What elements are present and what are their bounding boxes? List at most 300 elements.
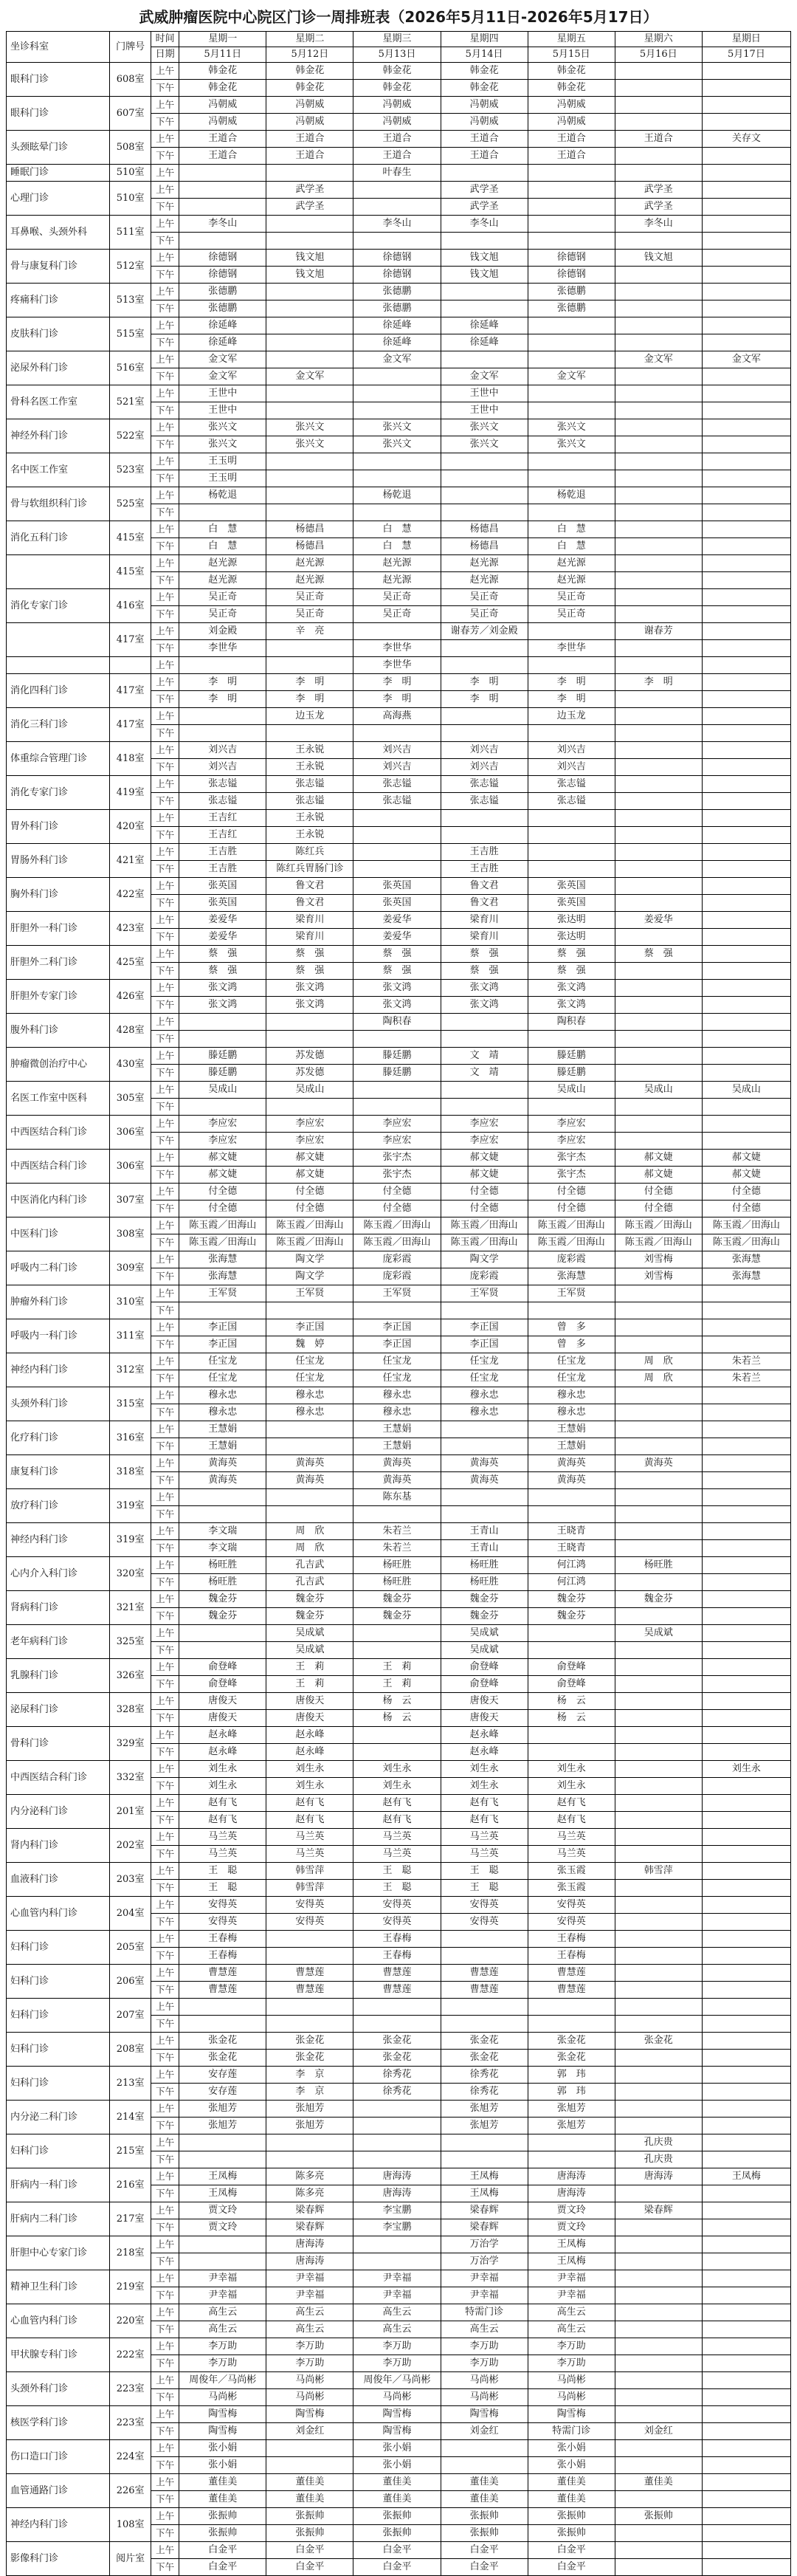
doctor-cell: 王凤梅 <box>441 2185 528 2202</box>
slot-label: 下午 <box>151 436 179 453</box>
doctor-cell: 蔡 强 <box>353 946 441 963</box>
doctor-cell: 韩金花 <box>528 63 615 80</box>
doctor-cell: 张振帅 <box>266 2508 353 2525</box>
doctor-cell <box>441 2457 528 2474</box>
slot-label: 上午 <box>151 2372 179 2389</box>
doctor-cell <box>266 1948 353 1965</box>
doctor-cell: 唐俊天 <box>179 1710 266 1727</box>
doctor-cell <box>266 284 353 300</box>
slot-label: 下午 <box>151 233 179 250</box>
doctor-cell <box>702 80 790 97</box>
doctor-cell: 王 莉 <box>266 1676 353 1693</box>
doctor-cell: 陈玉霞／田海山 <box>179 1234 266 1251</box>
doctor-cell <box>702 1133 790 1150</box>
doctor-cell <box>615 284 702 300</box>
doctor-cell <box>702 997 790 1014</box>
header-date: 5月17日 <box>702 47 790 63</box>
slot-label: 下午 <box>151 1880 179 1897</box>
doctor-cell: 李应宏 <box>179 1116 266 1133</box>
doctor-cell <box>702 1897 790 1914</box>
slot-label: 下午 <box>151 2084 179 2101</box>
doctor-cell: 白金平 <box>266 2542 353 2559</box>
doctor-cell: 张金花 <box>441 2033 528 2050</box>
doctor-cell: 刘兴吉 <box>528 759 615 776</box>
dept-name: 肿瘤外科门诊 <box>7 1285 110 1319</box>
doctor-cell <box>702 284 790 300</box>
slot-label: 下午 <box>151 1031 179 1048</box>
slot-label: 下午 <box>151 1914 179 1931</box>
doctor-cell: 张金花 <box>266 2033 353 2050</box>
doctor-cell: 吴正奇 <box>179 606 266 623</box>
doctor-cell <box>615 1523 702 1540</box>
schedule-row <box>7 2134 791 2151</box>
dept-name: 肝胆外二科门诊 <box>7 946 110 980</box>
slot-label: 上午 <box>151 1217 179 1234</box>
slot-label: 上午 <box>151 521 179 538</box>
doctor-cell <box>441 1031 528 1048</box>
doctor-cell: 张文鸿 <box>266 997 353 1014</box>
dept-name: 影像科门诊 <box>7 2542 110 2576</box>
dept-name: 内分泌科门诊 <box>7 1795 110 1829</box>
dept-name: 中西医结合科门诊 <box>7 1116 110 1150</box>
doctor-cell <box>615 487 702 504</box>
doctor-cell: 付全德 <box>441 1184 528 1201</box>
doctor-cell <box>179 2236 266 2253</box>
doctor-cell: 李万助 <box>266 2338 353 2355</box>
doctor-cell <box>353 725 441 742</box>
doctor-cell: 曹慧莲 <box>528 1965 615 1982</box>
doctor-cell <box>702 487 790 504</box>
doctor-cell: 张振帅 <box>353 2508 441 2525</box>
schedule-row <box>7 1116 791 1133</box>
doctor-cell: 杨旺胜 <box>441 1574 528 1591</box>
doctor-cell: 穆永忠 <box>179 1404 266 1421</box>
slot-label: 上午 <box>151 810 179 827</box>
doctor-cell: 赵光源 <box>528 572 615 589</box>
slot-label: 下午 <box>151 572 179 589</box>
slot-label: 下午 <box>151 1404 179 1421</box>
doctor-cell: 王道合 <box>179 131 266 148</box>
doctor-cell: 吴正奇 <box>441 589 528 606</box>
doctor-cell: 张海慧 <box>702 1251 790 1268</box>
doctor-cell: 马尚彬 <box>266 2389 353 2406</box>
doctor-cell: 尹幸福 <box>528 2270 615 2287</box>
doctor-cell: 赵永峰 <box>441 1744 528 1761</box>
doctor-cell: 魏金芬 <box>441 1608 528 1625</box>
doctor-cell: 李 明 <box>441 674 528 691</box>
doctor-cell <box>528 199 615 216</box>
doctor-cell: 李万助 <box>179 2355 266 2372</box>
doctor-cell: 陶雪梅 <box>353 2423 441 2440</box>
doctor-cell: 穆永忠 <box>528 1404 615 1421</box>
doctor-cell <box>702 436 790 453</box>
doctor-cell: 董佳美 <box>179 2474 266 2491</box>
doctor-cell: 郝文婕 <box>266 1150 353 1167</box>
doctor-cell: 鲁文君 <box>441 895 528 912</box>
schedule-row <box>7 419 791 436</box>
doctor-cell: 王春梅 <box>353 1931 441 1948</box>
doctor-cell: 白金平 <box>353 2559 441 2576</box>
dept-name: 妇科门诊 <box>7 1931 110 1965</box>
doctor-cell: 王慧娟 <box>179 1438 266 1455</box>
doctor-cell <box>615 1659 702 1676</box>
doctor-cell: 张兴文 <box>441 419 528 436</box>
doctor-cell <box>179 1302 266 1319</box>
doctor-cell: 姜爱华 <box>179 929 266 946</box>
doctor-cell: 穆永忠 <box>179 1387 266 1404</box>
doctor-cell: 高海燕 <box>353 708 441 725</box>
doctor-cell <box>266 725 353 742</box>
doctor-cell: 冯朝威 <box>353 114 441 131</box>
doctor-cell: 董佳美 <box>528 2474 615 2491</box>
doctor-cell: 徐秀花 <box>353 2084 441 2101</box>
doctor-cell <box>702 216 790 233</box>
doctor-cell: 庞彩霞 <box>353 1251 441 1268</box>
doctor-cell: 张兴文 <box>179 419 266 436</box>
doctor-cell: 赵有飞 <box>353 1795 441 1812</box>
doctor-cell <box>702 233 790 250</box>
doctor-cell: 张旭芳 <box>266 2118 353 2134</box>
doctor-cell: 俞登峰 <box>441 1676 528 1693</box>
dept-name: 皮肤科门诊 <box>7 317 110 351</box>
doctor-cell: 姜爱华 <box>353 912 441 929</box>
slot-label: 下午 <box>151 2491 179 2508</box>
doctor-cell: 王道合 <box>353 148 441 165</box>
schedule-row <box>7 2270 791 2287</box>
room-number: 512室 <box>110 250 151 284</box>
doctor-cell <box>702 2084 790 2101</box>
doctor-cell <box>615 2491 702 2508</box>
doctor-cell: 安得英 <box>179 1897 266 1914</box>
doctor-cell: 鲁文君 <box>266 878 353 895</box>
dept-name: 腹外科门诊 <box>7 1014 110 1048</box>
doctor-cell <box>615 2185 702 2202</box>
doctor-cell <box>702 1982 790 1999</box>
room-number: 423室 <box>110 912 151 946</box>
schedule-row <box>7 63 791 80</box>
dept-name: 神经内科门诊 <box>7 1353 110 1387</box>
doctor-cell <box>615 233 702 250</box>
doctor-cell: 魏金芬 <box>266 1591 353 1608</box>
doctor-cell <box>615 1404 702 1421</box>
doctor-cell <box>528 1302 615 1319</box>
doctor-cell <box>702 1506 790 1523</box>
doctor-cell <box>179 504 266 521</box>
doctor-cell <box>702 1812 790 1829</box>
dept-name: 乳腺科门诊 <box>7 1659 110 1693</box>
slot-label: 上午 <box>151 1455 179 1472</box>
doctor-cell: 武学圣 <box>266 182 353 199</box>
doctor-cell <box>702 165 790 182</box>
doctor-cell <box>702 2406 790 2423</box>
doctor-cell: 曹慧莲 <box>266 1982 353 1999</box>
doctor-cell <box>441 708 528 725</box>
doctor-cell <box>179 1489 266 1506</box>
doctor-cell: 赵有飞 <box>266 1812 353 1829</box>
slot-label: 上午 <box>151 2338 179 2355</box>
schedule-row <box>7 182 791 199</box>
doctor-cell <box>528 2151 615 2168</box>
doctor-cell: 白金平 <box>528 2559 615 2576</box>
doctor-cell <box>615 368 702 385</box>
slot-label: 上午 <box>151 1761 179 1778</box>
doctor-cell: 张振帅 <box>179 2525 266 2542</box>
doctor-cell: 郭 玮 <box>528 2084 615 2101</box>
room-number: 428室 <box>110 1014 151 1048</box>
doctor-cell: 马尚彬 <box>353 2389 441 2406</box>
doctor-cell: 刘金红 <box>266 2423 353 2440</box>
slot-label: 上午 <box>151 453 179 470</box>
doctor-cell <box>702 861 790 878</box>
slot-label: 上午 <box>151 2406 179 2423</box>
doctor-cell: 蔡 强 <box>266 963 353 980</box>
doctor-cell: 唐海涛 <box>528 2168 615 2185</box>
dept-name: 疼痛科门诊 <box>7 284 110 317</box>
doctor-cell <box>266 1506 353 1523</box>
doctor-cell: 张德鹏 <box>179 284 266 300</box>
doctor-cell: 刘生永 <box>179 1778 266 1795</box>
doctor-cell <box>353 1302 441 1319</box>
dept-name: 体重综合管理门诊 <box>7 742 110 776</box>
doctor-cell <box>266 487 353 504</box>
doctor-cell: 张海慧 <box>179 1268 266 1285</box>
doctor-cell: 陶文学 <box>441 1251 528 1268</box>
doctor-cell <box>702 708 790 725</box>
doctor-cell: 梁育川 <box>441 912 528 929</box>
doctor-cell: 曹慧莲 <box>353 1982 441 1999</box>
doctor-cell <box>615 1761 702 1778</box>
slot-label: 下午 <box>151 1540 179 1557</box>
doctor-cell: 刘兴吉 <box>528 742 615 759</box>
doctor-cell: 唐海涛 <box>615 2168 702 2185</box>
slot-label: 上午 <box>151 2101 179 2118</box>
doctor-cell: 魏金芬 <box>266 1608 353 1625</box>
slot-label: 下午 <box>151 1506 179 1523</box>
slot-label: 下午 <box>151 1234 179 1251</box>
doctor-cell: 陈玉霞／田海山 <box>615 1234 702 1251</box>
doctor-cell <box>702 1540 790 1557</box>
doctor-cell: 穆永忠 <box>266 1404 353 1421</box>
doctor-cell <box>179 1625 266 1642</box>
header-date: 5月14日 <box>441 47 528 63</box>
doctor-cell <box>702 2508 790 2525</box>
doctor-cell <box>615 725 702 742</box>
slot-label: 上午 <box>151 1659 179 1676</box>
header-weekday: 星期五 <box>528 32 615 47</box>
room-number: 222室 <box>110 2338 151 2372</box>
slot-label: 上午 <box>151 1285 179 1302</box>
doctor-cell: 刘兴吉 <box>179 742 266 759</box>
doctor-cell <box>702 2440 790 2457</box>
room-number: 521室 <box>110 385 151 419</box>
schedule-row <box>7 1184 791 1201</box>
doctor-cell: 庞彩霞 <box>441 1268 528 1285</box>
room-number: 522室 <box>110 419 151 453</box>
dept-name: 消化三科门诊 <box>7 708 110 742</box>
doctor-cell: 张小娟 <box>528 2457 615 2474</box>
doctor-cell <box>615 963 702 980</box>
doctor-cell: 李万助 <box>441 2355 528 2372</box>
doctor-cell <box>615 1795 702 1812</box>
dept-name: 骨科名医工作室 <box>7 385 110 419</box>
dept-name: 老年病科门诊 <box>7 1625 110 1659</box>
doctor-cell: 李万助 <box>353 2338 441 2355</box>
doctor-cell <box>615 1540 702 1557</box>
slot-label: 下午 <box>151 963 179 980</box>
doctor-cell: 李万助 <box>528 2355 615 2372</box>
room-number: 508室 <box>110 131 151 165</box>
doctor-cell: 谢春芳／刘金殿 <box>441 623 528 640</box>
doctor-cell <box>702 776 790 793</box>
doctor-cell: 董佳美 <box>266 2491 353 2508</box>
doctor-cell: 刘金红 <box>615 2423 702 2440</box>
room-number: 516室 <box>110 351 151 385</box>
room-number: 510室 <box>110 165 151 182</box>
room-number <box>110 657 151 674</box>
doctor-cell: 王世中 <box>179 385 266 402</box>
slot-label: 下午 <box>151 1642 179 1659</box>
room-number: 315室 <box>110 1387 151 1421</box>
doctor-cell <box>702 725 790 742</box>
header-date: 5月15日 <box>528 47 615 63</box>
doctor-cell: 王晓青 <box>528 1540 615 1557</box>
doctor-cell: 唐俊天 <box>441 1693 528 1710</box>
doctor-cell <box>441 1302 528 1319</box>
schedule-row <box>7 1897 791 1914</box>
slot-label: 下午 <box>151 1268 179 1285</box>
doctor-cell: 徐延峰 <box>441 317 528 334</box>
doctor-cell: 张志镒 <box>266 776 353 793</box>
doctor-cell: 魏金芬 <box>179 1608 266 1625</box>
doctor-cell <box>702 2236 790 2253</box>
doctor-cell <box>702 2050 790 2067</box>
doctor-cell: 黄海英 <box>179 1472 266 1489</box>
doctor-cell <box>528 1489 615 1506</box>
doctor-cell <box>615 334 702 351</box>
doctor-cell <box>179 657 266 674</box>
schedule-body <box>7 32 791 2576</box>
slot-label: 上午 <box>151 1048 179 1065</box>
room-number: 206室 <box>110 1965 151 1999</box>
room-number: 310室 <box>110 1285 151 1319</box>
dept-name: 伤口造口门诊 <box>7 2440 110 2474</box>
schedule-row <box>7 317 791 334</box>
doctor-cell <box>528 844 615 861</box>
doctor-cell: 李世华 <box>353 657 441 674</box>
slot-label: 下午 <box>151 1846 179 1863</box>
doctor-cell: 曹慧莲 <box>179 1965 266 1982</box>
doctor-cell <box>702 1557 790 1574</box>
room-number: 205室 <box>110 1931 151 1965</box>
dept-name: 血液科门诊 <box>7 1863 110 1897</box>
doctor-cell: 任宝龙 <box>441 1353 528 1370</box>
doctor-cell: 任宝龙 <box>353 1370 441 1387</box>
dept-name <box>7 657 110 674</box>
slot-label: 下午 <box>151 538 179 555</box>
doctor-cell: 付全德 <box>702 1184 790 1201</box>
doctor-cell: 贾文玲 <box>528 2219 615 2236</box>
doctor-cell: 俞登峰 <box>179 1676 266 1693</box>
doctor-cell <box>615 1014 702 1031</box>
doctor-cell: 马尚彬 <box>179 2389 266 2406</box>
dept-name: 中医消化内科门诊 <box>7 1184 110 1217</box>
slot-label: 上午 <box>151 1523 179 1540</box>
slot-label: 下午 <box>151 2016 179 2033</box>
doctor-cell: 韩金花 <box>179 63 266 80</box>
doctor-cell: 白 慧 <box>353 521 441 538</box>
room-number: 203室 <box>110 1863 151 1897</box>
doctor-cell: 蔡 强 <box>179 946 266 963</box>
doctor-cell: 王青山 <box>441 1540 528 1557</box>
doctor-cell: 马尚彬 <box>441 2389 528 2406</box>
doctor-cell <box>179 1506 266 1523</box>
doctor-cell <box>179 725 266 742</box>
schedule-row <box>7 216 791 233</box>
doctor-cell <box>353 2151 441 2168</box>
doctor-cell: 曹慧莲 <box>353 1965 441 1982</box>
schedule-row <box>7 2542 791 2559</box>
doctor-cell <box>441 487 528 504</box>
schedule-row <box>7 1489 791 1506</box>
schedule-row <box>7 2067 791 2084</box>
doctor-cell: 陈玉霞／田海山 <box>266 1217 353 1234</box>
doctor-cell <box>528 1031 615 1048</box>
doctor-cell <box>615 114 702 131</box>
doctor-cell <box>441 453 528 470</box>
doctor-cell: 陈红兵 <box>266 844 353 861</box>
doctor-cell <box>702 1387 790 1404</box>
doctor-cell: 俞登峰 <box>441 1659 528 1676</box>
doctor-cell <box>702 1914 790 1931</box>
doctor-cell <box>266 2151 353 2168</box>
slot-label: 上午 <box>151 657 179 674</box>
doctor-cell <box>441 470 528 487</box>
slot-label: 下午 <box>151 929 179 946</box>
doctor-cell: 杨旺胜 <box>179 1574 266 1591</box>
schedule-row <box>7 589 791 606</box>
doctor-cell: 王 聪 <box>179 1880 266 1897</box>
doctor-cell: 谢春芳 <box>615 623 702 640</box>
doctor-cell <box>266 2016 353 2033</box>
doctor-cell: 刘生永 <box>441 1778 528 1795</box>
doctor-cell: 张志镒 <box>441 793 528 810</box>
doctor-cell <box>615 2236 702 2253</box>
doctor-cell <box>266 216 353 233</box>
slot-label: 上午 <box>151 182 179 199</box>
doctor-cell: 魏金芬 <box>353 1608 441 1625</box>
slot-label: 下午 <box>151 2219 179 2236</box>
doctor-cell: 赵光源 <box>266 555 353 572</box>
doctor-cell: 陈玉霞／田海山 <box>353 1234 441 1251</box>
dept-name: 内分泌二科门诊 <box>7 2101 110 2134</box>
doctor-cell: 安得英 <box>353 1897 441 1914</box>
doctor-cell: 付全德 <box>266 1201 353 1217</box>
doctor-cell <box>441 165 528 182</box>
doctor-cell: 马尚彬 <box>528 2389 615 2406</box>
doctor-cell <box>615 1829 702 1846</box>
doctor-cell: 冯朝威 <box>441 97 528 114</box>
doctor-cell <box>179 233 266 250</box>
doctor-cell: 张志镒 <box>266 793 353 810</box>
doctor-cell: 何江鸿 <box>528 1557 615 1574</box>
doctor-cell <box>528 810 615 827</box>
doctor-cell <box>179 2151 266 2168</box>
slot-label: 下午 <box>151 2151 179 2168</box>
doctor-cell <box>266 1302 353 1319</box>
doctor-cell <box>615 1065 702 1082</box>
doctor-cell: 唐海涛 <box>266 2253 353 2270</box>
doctor-cell: 李 明 <box>441 691 528 708</box>
